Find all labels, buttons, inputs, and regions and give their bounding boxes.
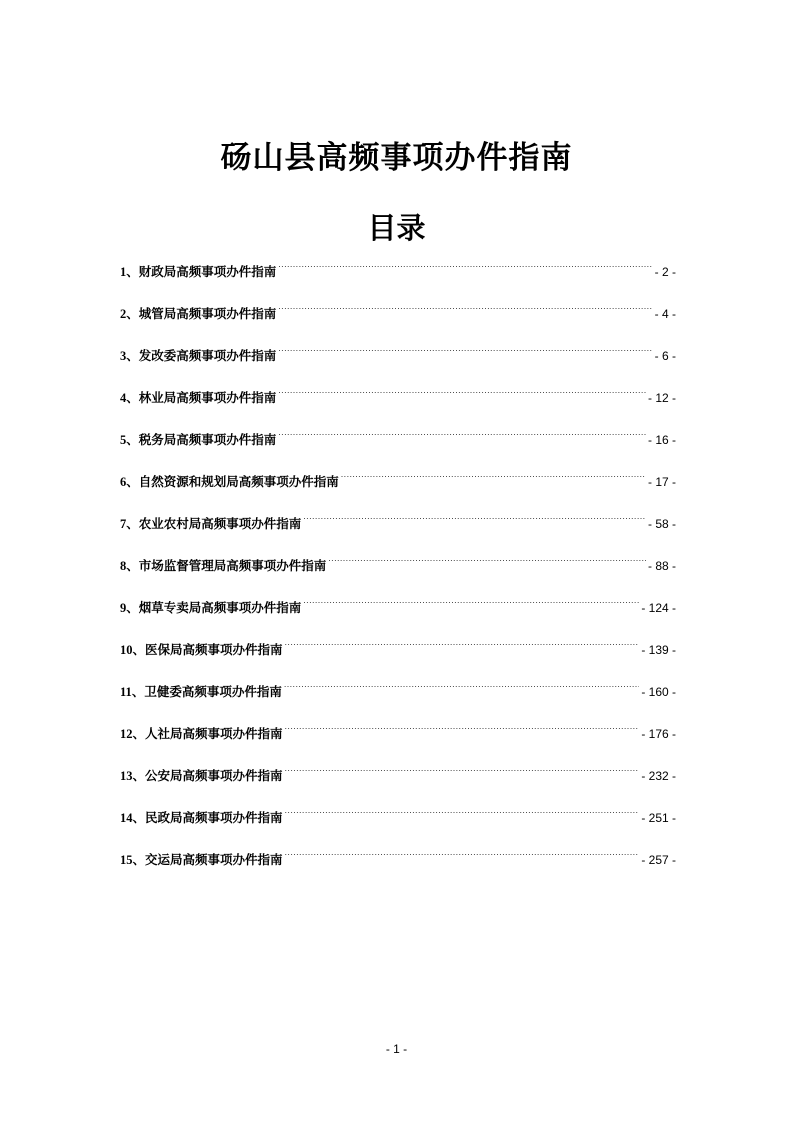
toc-dot-leader [278, 382, 646, 402]
toc-entry-number: 10 [120, 643, 133, 657]
toc-entry-number: 4 [120, 391, 127, 405]
toc-entry-label: 城管局高频事项办件指南 [138, 306, 277, 321]
toc-entry-separator: 、 [132, 852, 146, 867]
toc-entry-separator: 、 [132, 810, 146, 825]
table-of-contents [120, 256, 676, 886]
toc-entry-label: 交运局高频事项办件指南 [145, 852, 283, 867]
toc-entry-number: 5 [120, 433, 127, 447]
toc-entry-label: 烟草专卖局高频事项办件指南 [138, 600, 302, 615]
toc-entry-label: 财政局高频事项办件指南 [138, 264, 277, 279]
toc-entry[interactable] [120, 298, 676, 340]
toc-dot-leader [278, 298, 652, 318]
toc-entry-separator: 、 [132, 642, 146, 657]
toc-entry-page: - 4 - [654, 307, 676, 321]
toc-entry[interactable] [120, 550, 676, 592]
page-number-footer: - 1 - [385, 1042, 408, 1056]
toc-entry-number: 15 [120, 853, 133, 867]
toc-entry-separator: 、 [126, 390, 139, 405]
toc-entry-number: 11 [120, 685, 132, 699]
document-title: 砀山县高频事项办件指南 [220, 140, 573, 176]
toc-entry-page: - 16 - [647, 433, 676, 447]
toc-entry-page: - 58 - [647, 517, 676, 531]
toc-entry-page: - 17 - [647, 475, 676, 489]
toc-dot-leader [285, 634, 640, 654]
toc-dot-leader [285, 760, 640, 780]
toc-entry-separator: 、 [126, 516, 139, 531]
toc-entry-page: - 160 - [641, 685, 676, 699]
toc-entry[interactable] [120, 676, 676, 718]
toc-entry-number: 13 [120, 769, 133, 783]
toc-entry-page: - 139 - [641, 643, 676, 657]
toc-entry[interactable] [120, 844, 676, 886]
toc-entry-number: 14 [120, 811, 133, 825]
toc-entry-separator: 、 [126, 558, 139, 573]
toc-entry-page: - 2 - [654, 265, 676, 279]
toc-entry-separator: 、 [126, 264, 139, 279]
toc-entry-page: - 6 - [654, 349, 676, 363]
toc-entry[interactable] [120, 592, 676, 634]
toc-entry[interactable] [120, 634, 676, 676]
toc-dot-leader [284, 676, 639, 696]
toc-entry-page: - 251 - [641, 811, 676, 825]
toc-entry-number: 12 [120, 727, 133, 741]
toc-entry-label: 卫健委高频事项办件指南 [144, 684, 282, 699]
toc-dot-leader [303, 508, 646, 528]
toc-entry-number: 8 [120, 559, 127, 573]
toc-dot-leader [278, 424, 646, 444]
toc-heading: 目录 [367, 211, 426, 245]
toc-entry[interactable] [120, 802, 676, 844]
toc-entry-page: - 88 - [647, 559, 676, 573]
toc-dot-leader [303, 592, 639, 612]
toc-entry-label: 税务局高频事项办件指南 [138, 432, 277, 447]
toc-entry[interactable] [120, 340, 676, 382]
toc-entry-separator: 、 [126, 474, 139, 489]
toc-entry-label: 自然资源和规划局高频事项办件指南 [138, 474, 339, 489]
toc-entry-page: - 124 - [641, 601, 676, 615]
toc-entry-separator: 、 [126, 600, 139, 615]
toc-entry-number: 3 [120, 349, 127, 363]
toc-entry-separator: 、 [126, 432, 139, 447]
toc-entry-label: 医保局高频事项办件指南 [145, 642, 283, 657]
toc-entry-number: 6 [120, 475, 127, 489]
toc-dot-leader [341, 466, 646, 486]
toc-entry-page: - 232 - [641, 769, 676, 783]
toc-entry-separator: 、 [132, 768, 146, 783]
toc-entry-separator: 、 [132, 726, 146, 741]
toc-entry-separator: 、 [126, 348, 139, 363]
toc-entry[interactable] [120, 466, 676, 508]
toc-dot-leader [285, 844, 640, 864]
toc-entry-label: 市场监督管理局高频事项办件指南 [138, 558, 327, 573]
toc-entry-label: 民政局高频事项办件指南 [145, 810, 283, 825]
toc-entry-separator: 、 [126, 306, 139, 321]
toc-entry-label: 公安局高频事项办件指南 [145, 768, 283, 783]
toc-entry-number: 7 [120, 517, 127, 531]
toc-dot-leader [285, 718, 640, 738]
toc-entry[interactable] [120, 760, 676, 802]
toc-entry[interactable] [120, 424, 676, 466]
toc-entry-page: - 12 - [647, 391, 676, 405]
toc-entry-label: 林业局高频事项办件指南 [138, 390, 277, 405]
toc-entry-page: - 176 - [641, 727, 676, 741]
toc-entry-label: 农业农村局高频事项办件指南 [138, 516, 302, 531]
toc-entry-number: 1 [120, 265, 127, 279]
toc-entry-number: 2 [120, 307, 127, 321]
toc-dot-leader [278, 340, 652, 360]
toc-entry-number: 9 [120, 601, 127, 615]
toc-dot-leader [285, 802, 640, 822]
toc-entry[interactable] [120, 508, 676, 550]
toc-entry-label: 人社局高频事项办件指南 [145, 726, 283, 741]
toc-entry[interactable] [120, 382, 676, 424]
toc-entry-label: 发改委高频事项办件指南 [138, 348, 277, 363]
toc-dot-leader [278, 256, 652, 276]
toc-entry-page: - 257 - [641, 853, 676, 867]
toc-entry[interactable] [120, 256, 676, 298]
toc-entry-separator: 、 [131, 684, 145, 699]
toc-dot-leader [328, 550, 646, 570]
toc-entry[interactable] [120, 718, 676, 760]
